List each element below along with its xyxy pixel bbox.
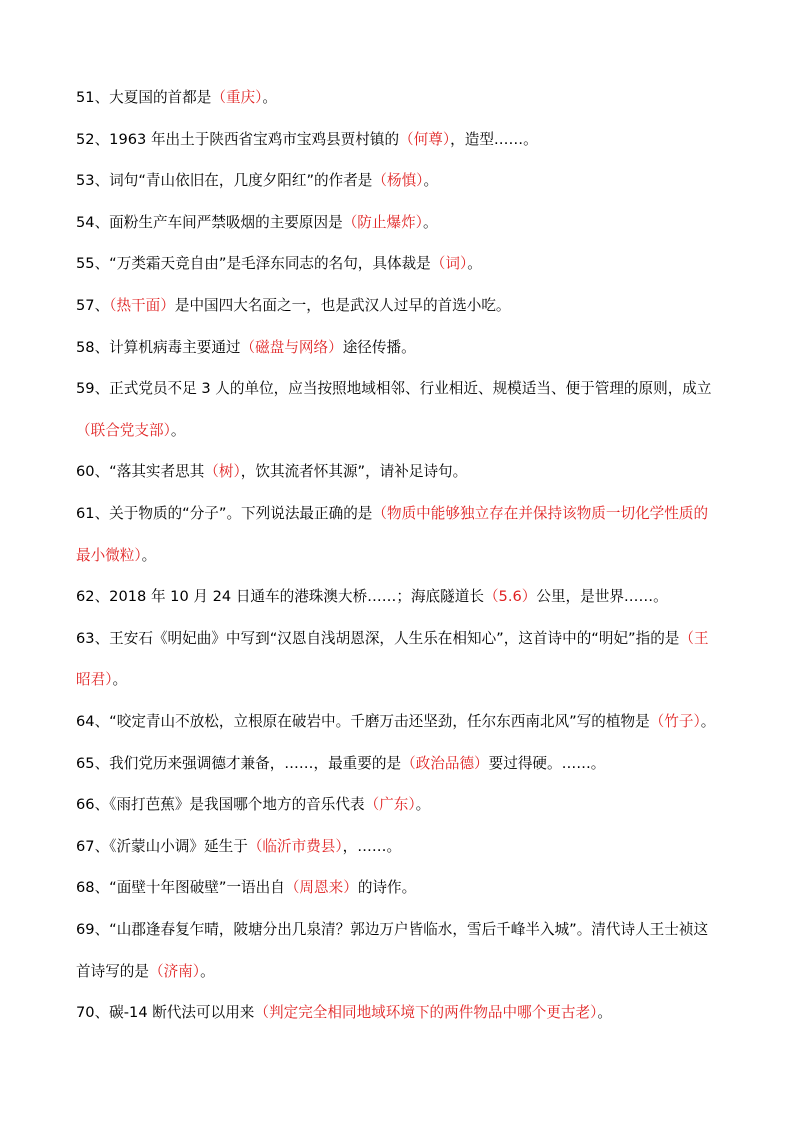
- question-text-end: 。: [423, 172, 439, 190]
- question-text: 《沂蒙山小调》延生于: [109, 837, 248, 855]
- answer-text: （热干面）: [109, 297, 175, 314]
- question-text: “山郡逢春复乍晴，陂塘分出几泉清？郭边万户皆临水，雪后千峰半入城”。清代诗人王士祯这首诗写的是: [76, 921, 709, 980]
- question-text: 面粉生产车间严禁吸烟的主要原因是: [109, 213, 343, 231]
- question-66: [76, 784, 716, 826]
- question-text-end: ，造型……。: [450, 130, 538, 148]
- question-59: [76, 368, 716, 451]
- answer-text: （何尊）: [399, 130, 451, 148]
- answer-text: （物质中能够独立存在并保持该物质一切化学性质的最小微粒）: [76, 505, 709, 564]
- question-63: [76, 618, 716, 701]
- answer-text: （广东）: [364, 796, 416, 814]
- question-text: 1963 年出土于陕西省宝鸡市宝鸡县贾村镇的: [109, 130, 400, 148]
- question-number: 66、: [76, 796, 110, 814]
- question-text-end: 的诗作。: [357, 879, 417, 897]
- question-number: 59、: [76, 380, 110, 398]
- question-55: [76, 243, 716, 285]
- question-text: 正式党员不足 3 人的单位，应当按照地域相邻、行业相近、规模适当、便于管理的原则，成立: [109, 380, 712, 398]
- question-text-end: ，饮其流者怀其源”，请补足诗句。: [240, 463, 468, 481]
- question-text-end: 。: [415, 796, 431, 814]
- question-text-end: 是中国四大名面之一，也是武汉人过早的首选小吃。: [174, 297, 511, 314]
- answer-text: （临沂市费县）: [247, 837, 343, 855]
- question-65: [76, 743, 716, 785]
- question-53: [76, 160, 716, 202]
- question-text-end: 。: [141, 546, 157, 564]
- question-text: 我们党历来强调德才兼备，……，最重要的是: [109, 754, 402, 772]
- question-60: [76, 451, 716, 493]
- answer-text: （磁盘与网络）: [240, 338, 343, 356]
- question-69: [76, 909, 716, 992]
- question-text: 碳-14 断代法可以用来: [109, 1004, 255, 1022]
- question-number: 70、: [76, 1004, 110, 1022]
- question-number: 67、: [76, 837, 110, 855]
- answer-text: （政治品德）: [401, 754, 489, 772]
- answer-text: （周恩来）: [284, 879, 358, 897]
- question-number: 63、: [76, 629, 110, 647]
- question-text-end: 。: [422, 213, 438, 231]
- question-number: 51、: [76, 89, 110, 106]
- question-number: 61、: [76, 505, 110, 522]
- question-number: 60、: [76, 463, 110, 481]
- question-text-end: 。: [700, 713, 716, 730]
- question-text-end: ，……。: [342, 837, 402, 855]
- question-text: “咬定青山不放松，立根原在破岩中。千磨万击还坚劲，任尔东西南北风”写的植物是: [109, 713, 650, 730]
- question-68: [76, 867, 716, 909]
- question-62: [76, 576, 716, 618]
- answer-text: （杨慎）: [372, 172, 424, 190]
- question-text-end: 。: [170, 421, 186, 439]
- question-51: [76, 77, 716, 119]
- question-text-end: 途径传播。: [342, 338, 416, 356]
- question-number: 52、: [76, 130, 110, 148]
- question-64: [76, 701, 716, 743]
- answer-text: （竹子）: [649, 713, 701, 730]
- question-text: 《雨打芭蕉》是我国哪个地方的音乐代表: [109, 796, 365, 814]
- question-text-end: 。: [467, 255, 482, 273]
- answer-text: （重庆）: [211, 89, 263, 106]
- question-text-end: 要过得硬。……。: [488, 754, 606, 772]
- question-text: “面壁十年图破壁”一语出自: [109, 879, 285, 897]
- question-58: [76, 327, 716, 369]
- answer-text: （联合党支部）: [76, 421, 171, 439]
- answer-text: （王昭君）: [76, 629, 709, 689]
- question-number: 57、: [76, 297, 110, 314]
- answer-text: （判定完全相同地域环境下的两件物品中哪个更古老）: [254, 1004, 598, 1022]
- question-text: “万类霜天竞自由”是毛泽东同志的名句，具体裁是: [109, 255, 431, 273]
- question-54: [76, 202, 716, 244]
- question-number: 64、: [76, 713, 110, 730]
- question-text: 王安石《明妃曲》中写到“汉恩自浅胡恩深，人生乐在相知心”，这首诗中的“明妃”指的是: [109, 629, 680, 647]
- question-70: [76, 992, 716, 1034]
- question-61: [76, 493, 716, 576]
- question-text-end: 。: [200, 962, 215, 980]
- question-text: 词句“青山依旧在，几度夕阳红”的作者是: [109, 172, 373, 190]
- question-67: [76, 826, 716, 868]
- question-text-end: 。: [597, 1004, 612, 1022]
- question-number: 65、: [76, 754, 110, 772]
- question-text: 关于物质的“分子”。下列说法最正确的是: [109, 505, 373, 522]
- question-number: 58、: [76, 338, 110, 356]
- question-text: 大夏国的首都是: [109, 89, 212, 106]
- question-text-end: 。: [112, 671, 128, 689]
- question-text-end: 公里，是世界……。: [536, 588, 668, 606]
- question-number: 68、: [76, 879, 110, 897]
- answer-text: （5.6）: [483, 588, 537, 606]
- question-text-end: 。: [262, 89, 278, 106]
- question-52: [76, 119, 716, 161]
- answer-text: （防止爆炸）: [342, 213, 423, 231]
- answer-text: （词）: [430, 255, 468, 273]
- question-number: 55、: [76, 255, 110, 273]
- question-number: 53、: [76, 172, 110, 190]
- question-text: “落其实者思其: [109, 463, 205, 481]
- question-text: 计算机病毒主要通过: [109, 338, 241, 356]
- question-number: 62、: [76, 588, 110, 606]
- question-number: 69、: [76, 921, 110, 938]
- answer-text: （树）: [204, 463, 241, 481]
- question-number: 54、: [76, 213, 110, 231]
- answer-text: （济南）: [148, 962, 201, 980]
- question-57: [76, 285, 716, 327]
- question-text: 2018 年 10 月 24 日通车的港珠澳大桥……；海底隧道长: [109, 588, 484, 606]
